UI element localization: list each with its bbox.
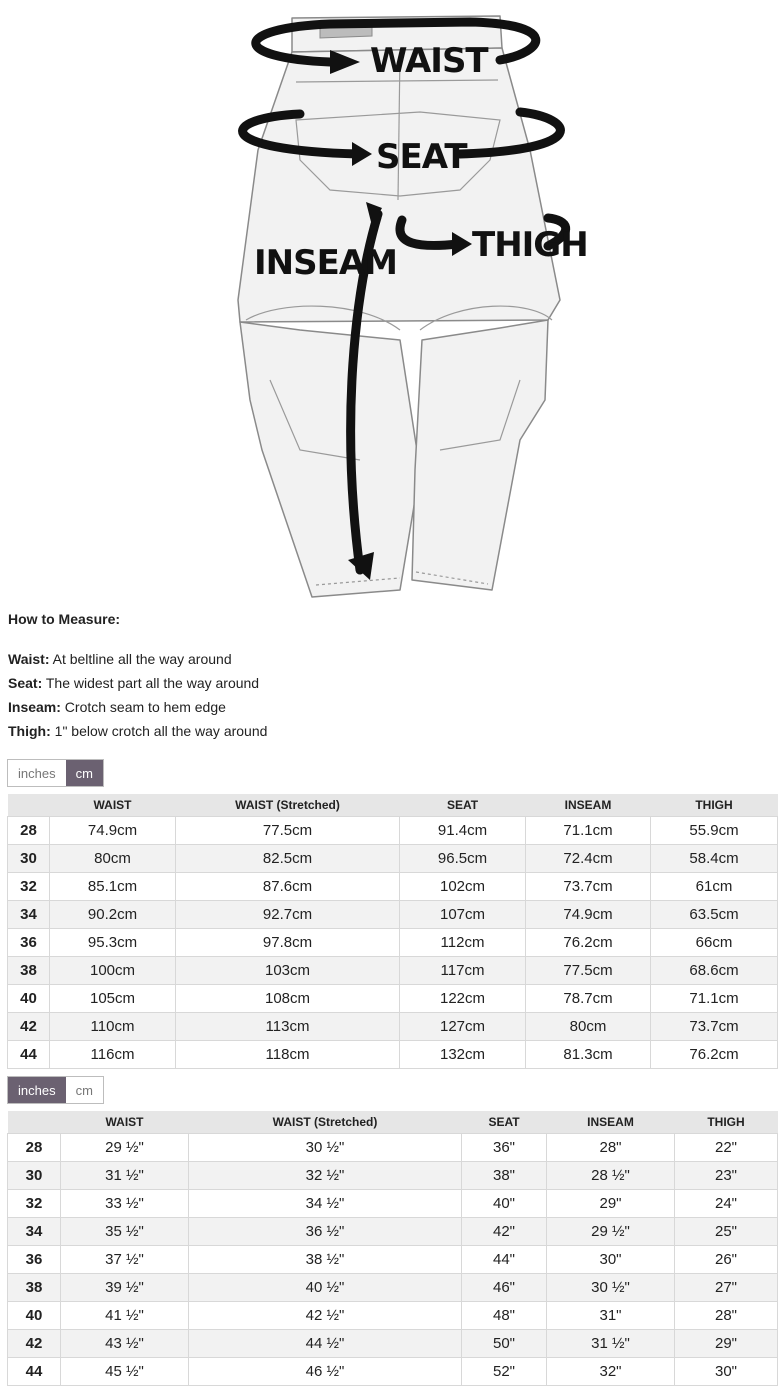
inseam-cell: 74.9cm: [526, 901, 651, 929]
table-row: [8, 1330, 778, 1358]
waist-diagram-label: WAIST: [370, 41, 488, 81]
header-waist-stretched: WAIST (Stretched): [189, 1111, 462, 1134]
inches-tab[interactable]: inches: [8, 760, 66, 786]
thigh-cell: 61cm: [651, 873, 778, 901]
table-row: [8, 817, 778, 845]
size-cell: 28: [8, 1134, 61, 1162]
seat-cell: 91.4cm: [400, 817, 526, 845]
header-thigh: THIGH: [675, 1111, 778, 1134]
thigh-cell: 73.7cm: [651, 1013, 778, 1041]
waist-cell: 39 ½": [61, 1274, 189, 1302]
thigh-diagram-label: THIGH: [472, 225, 588, 265]
waist-cell: 29 ½": [61, 1134, 189, 1162]
measure-item-seat: Seat: The widest part all the way around: [8, 675, 260, 691]
waist-cell: 41 ½": [61, 1302, 189, 1330]
size-cell: 42: [8, 1013, 50, 1041]
table-row: [8, 1246, 778, 1274]
table-row: [8, 1302, 778, 1330]
size-cell: 36: [8, 1246, 61, 1274]
seat-cell: 38": [462, 1162, 547, 1190]
measure-item-inseam: Inseam: Crotch seam to hem edge: [8, 699, 226, 715]
thigh-cell: 26": [675, 1246, 778, 1274]
table-row: [8, 1134, 778, 1162]
seat-cell: 127cm: [400, 1013, 526, 1041]
seat-cell: 40": [462, 1190, 547, 1218]
inseam-cell: 29 ½": [547, 1218, 675, 1246]
waist-cell: 35 ½": [61, 1218, 189, 1246]
inseam-cell: 31 ½": [547, 1330, 675, 1358]
header-thigh: THIGH: [651, 794, 778, 817]
size-cell: 42: [8, 1330, 61, 1358]
inseam-cell: 71.1cm: [526, 817, 651, 845]
cm-tab[interactable]: cm: [66, 760, 103, 786]
size-cell: 38: [8, 957, 50, 985]
header-size: [8, 1111, 61, 1134]
thigh-cell: 58.4cm: [651, 845, 778, 873]
waist-stretched-cell: 46 ½": [189, 1358, 462, 1386]
waist-stretched-cell: 42 ½": [189, 1302, 462, 1330]
seat-cell: 107cm: [400, 901, 526, 929]
thigh-cell: 23": [675, 1162, 778, 1190]
inseam-cell: 31": [547, 1302, 675, 1330]
waist-cell: 45 ½": [61, 1358, 189, 1386]
inseam-diagram-label: INSEAM: [254, 243, 397, 283]
how-to-measure: [8, 607, 267, 743]
header-size: [8, 794, 50, 817]
table-row: [8, 929, 778, 957]
thigh-cell: 55.9cm: [651, 817, 778, 845]
size-cell: 32: [8, 1190, 61, 1218]
waist-stretched-cell: 77.5cm: [176, 817, 400, 845]
table-header-row: [8, 794, 778, 817]
thigh-cell: 30": [675, 1358, 778, 1386]
size-cell: 38: [8, 1274, 61, 1302]
seat-cell: 52": [462, 1358, 547, 1386]
header-inseam: INSEAM: [547, 1111, 675, 1134]
waist-stretched-cell: 44 ½": [189, 1330, 462, 1358]
table-header-row: [8, 1111, 778, 1134]
table-row: [8, 845, 778, 873]
waist-stretched-cell: 82.5cm: [176, 845, 400, 873]
size-cell: 28: [8, 817, 50, 845]
table-row: [8, 1358, 778, 1386]
inseam-cell: 73.7cm: [526, 873, 651, 901]
table-row: [8, 1041, 778, 1069]
size-cell: 40: [8, 1302, 61, 1330]
seat-cell: 44": [462, 1246, 547, 1274]
inseam-cell: 32": [547, 1358, 675, 1386]
header-inseam: INSEAM: [526, 794, 651, 817]
inseam-cell: 29": [547, 1190, 675, 1218]
seat-cell: 50": [462, 1330, 547, 1358]
inches-tab[interactable]: inches: [8, 1077, 66, 1103]
waist-stretched-cell: 30 ½": [189, 1134, 462, 1162]
seat-cell: 96.5cm: [400, 845, 526, 873]
waist-cell: 100cm: [50, 957, 176, 985]
pants-measurement-diagram: [0, 0, 784, 600]
inseam-cell: 77.5cm: [526, 957, 651, 985]
size-cell: 34: [8, 901, 50, 929]
waist-cell: 116cm: [50, 1041, 176, 1069]
size-table-cm: [7, 794, 778, 1069]
header-seat: SEAT: [462, 1111, 547, 1134]
thigh-cell: 66cm: [651, 929, 778, 957]
size-cell: 44: [8, 1041, 50, 1069]
waist-cell: 105cm: [50, 985, 176, 1013]
waist-cell: 31 ½": [61, 1162, 189, 1190]
size-table-inches: [7, 1111, 778, 1386]
seat-cell: 36": [462, 1134, 547, 1162]
inseam-cell: 28": [547, 1134, 675, 1162]
waist-stretched-cell: 87.6cm: [176, 873, 400, 901]
header-waist: WAIST: [61, 1111, 189, 1134]
size-cell: 44: [8, 1358, 61, 1386]
waist-cell: 80cm: [50, 845, 176, 873]
measure-item-waist: Waist: At beltline all the way around: [8, 651, 232, 667]
seat-diagram-label: SEAT: [376, 137, 467, 177]
inseam-cell: 78.7cm: [526, 985, 651, 1013]
size-cell: 30: [8, 1162, 61, 1190]
waist-stretched-cell: 32 ½": [189, 1162, 462, 1190]
seat-cell: 48": [462, 1302, 547, 1330]
header-seat: SEAT: [400, 794, 526, 817]
thigh-cell: 22": [675, 1134, 778, 1162]
waist-stretched-cell: 103cm: [176, 957, 400, 985]
thigh-cell: 28": [675, 1302, 778, 1330]
inseam-cell: 72.4cm: [526, 845, 651, 873]
seat-cell: 122cm: [400, 985, 526, 1013]
waist-stretched-cell: 36 ½": [189, 1218, 462, 1246]
size-cell: 32: [8, 873, 50, 901]
seat-cell: 112cm: [400, 929, 526, 957]
thigh-cell: 76.2cm: [651, 1041, 778, 1069]
thigh-cell: 63.5cm: [651, 901, 778, 929]
table-row: [8, 1013, 778, 1041]
size-cell: 30: [8, 845, 50, 873]
measure-item-thigh: Thigh: 1" below crotch all the way around: [8, 723, 268, 739]
waist-cell: 85.1cm: [50, 873, 176, 901]
waist-stretched-cell: 113cm: [176, 1013, 400, 1041]
table-row: [8, 1162, 778, 1190]
inseam-cell: 28 ½": [547, 1162, 675, 1190]
seat-cell: 117cm: [400, 957, 526, 985]
thigh-cell: 71.1cm: [651, 985, 778, 1013]
size-cell: 40: [8, 985, 50, 1013]
waist-stretched-cell: 40 ½": [189, 1274, 462, 1302]
waist-stretched-cell: 38 ½": [189, 1246, 462, 1274]
thigh-cell: 25": [675, 1218, 778, 1246]
seat-cell: 42": [462, 1218, 547, 1246]
waist-stretched-cell: 108cm: [176, 985, 400, 1013]
table-row: [8, 1274, 778, 1302]
inseam-cell: 76.2cm: [526, 929, 651, 957]
waist-stretched-cell: 34 ½": [189, 1190, 462, 1218]
thigh-cell: 68.6cm: [651, 957, 778, 985]
unit-toggle-cm-table: [7, 759, 104, 787]
thigh-cell: 29": [675, 1330, 778, 1358]
thigh-cell: 27": [675, 1274, 778, 1302]
size-cell: 36: [8, 929, 50, 957]
waist-cell: 90.2cm: [50, 901, 176, 929]
thigh-cell: 24": [675, 1190, 778, 1218]
waist-stretched-cell: 118cm: [176, 1041, 400, 1069]
table-row: [8, 901, 778, 929]
header-waist: WAIST: [50, 794, 176, 817]
how-to-measure-heading: How to Measure:: [8, 611, 121, 627]
table-row: [8, 957, 778, 985]
header-waist-stretched: WAIST (Stretched): [176, 794, 400, 817]
table-row: [8, 985, 778, 1013]
waist-cell: 95.3cm: [50, 929, 176, 957]
waist-cell: 43 ½": [61, 1330, 189, 1358]
table-row: [8, 1218, 778, 1246]
table-row: [8, 873, 778, 901]
waist-stretched-cell: 97.8cm: [176, 929, 400, 957]
unit-toggle-inch-table: [7, 1076, 104, 1104]
seat-cell: 102cm: [400, 873, 526, 901]
waist-cell: 33 ½": [61, 1190, 189, 1218]
size-cell: 34: [8, 1218, 61, 1246]
seat-cell: 132cm: [400, 1041, 526, 1069]
cm-tab[interactable]: cm: [66, 1077, 103, 1103]
seat-cell: 46": [462, 1274, 547, 1302]
waist-stretched-cell: 92.7cm: [176, 901, 400, 929]
inseam-cell: 81.3cm: [526, 1041, 651, 1069]
waist-cell: 74.9cm: [50, 817, 176, 845]
waist-cell: 37 ½": [61, 1246, 189, 1274]
inseam-cell: 80cm: [526, 1013, 651, 1041]
table-row: [8, 1190, 778, 1218]
waist-cell: 110cm: [50, 1013, 176, 1041]
inseam-cell: 30": [547, 1246, 675, 1274]
inseam-cell: 30 ½": [547, 1274, 675, 1302]
